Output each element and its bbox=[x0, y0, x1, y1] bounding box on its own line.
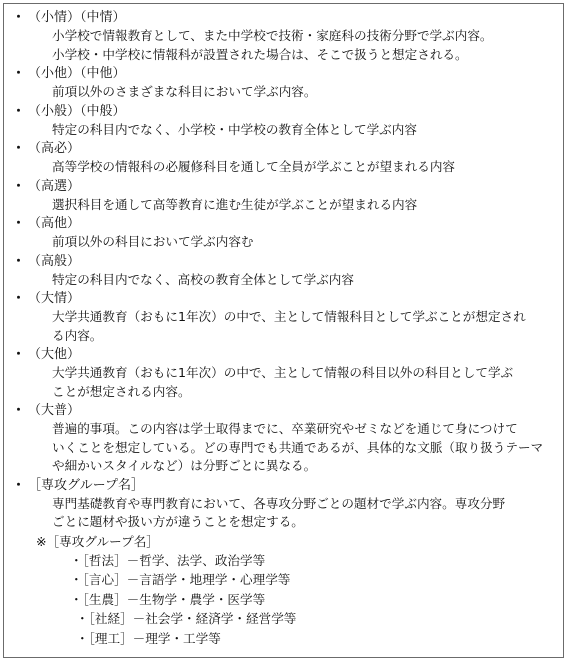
list-item bbox=[12, 214, 562, 252]
item-label: （高必） bbox=[28, 141, 81, 156]
item-label: （高他） bbox=[28, 216, 81, 231]
list-item bbox=[12, 345, 562, 401]
item-label: （小他）（中他） bbox=[28, 66, 126, 81]
bullet: ・ bbox=[12, 103, 26, 119]
item-label: （高般） bbox=[28, 253, 81, 269]
bullet: ・ bbox=[12, 66, 26, 81]
item-description: 前項以外の科目において学ぶ内容む bbox=[52, 234, 254, 249]
list-item bbox=[12, 401, 562, 476]
bullet: ・ bbox=[12, 141, 26, 156]
item-label: （小般）（中般） bbox=[28, 103, 126, 119]
group-item: ・［理工］－理学・工学等 bbox=[76, 630, 221, 646]
item-label: （高選） bbox=[28, 178, 81, 194]
item-description: 選択科目を通して高等教育に進む生徒が学ぶことが望まれる内容 bbox=[52, 196, 418, 212]
item-description: 専門基礎教育や専門教育において、各専攻分野ごとの題材で学ぶ内容。専攻分野 bbox=[52, 495, 506, 511]
bullet: ・ bbox=[12, 216, 26, 231]
item-label: ［専攻グループ名］ bbox=[28, 477, 144, 493]
bullet: ・ bbox=[12, 347, 26, 362]
item-description: 大学共通教育（おもに1年次）の中で、主として情報の科目以外の科目として学ぶ bbox=[52, 365, 514, 380]
item-description: や細かいスタイルなど）は分野ごとに異なる。 bbox=[52, 458, 317, 473]
list-item bbox=[12, 252, 562, 290]
item-description: 小学校・中学校に情報科が設置された場合は、そこで扱うと想定される。 bbox=[52, 46, 468, 62]
bullet: ・ bbox=[12, 10, 26, 25]
item-description: ことが想定される内容。 bbox=[52, 383, 191, 399]
list-item bbox=[12, 139, 562, 177]
item-description: いくことを想定している。どの専門でも共通であるが、具体的な文脈（取り扱うテーマ bbox=[52, 439, 544, 455]
item-label: （大普） bbox=[28, 403, 81, 418]
item-label: （小情）（中情） bbox=[28, 10, 126, 25]
item-description: 小学校で情報教育として、また中学校で技術・家庭科の技術分野で学ぶ内容。 bbox=[52, 28, 493, 43]
item-description: 大学共通教育（おもに1年次）の中で、主として情報科目として学ぶことが想定され bbox=[52, 309, 526, 324]
item-description: る内容。 bbox=[52, 327, 103, 343]
bullet: ・ bbox=[12, 403, 26, 418]
list-item bbox=[12, 8, 562, 64]
note-title: ※［専攻グループ名］ bbox=[36, 533, 159, 549]
bullet: ・ bbox=[12, 477, 26, 493]
bullet: ・ bbox=[12, 291, 26, 306]
item-description: 高等学校の情報科の必履修科目を通して全員が学ぶことが望まれる内容 bbox=[52, 159, 455, 174]
group-item: ・［社経］－社会学・経済学・経営学等 bbox=[76, 611, 297, 626]
list-item bbox=[12, 102, 562, 140]
bullet: ・ bbox=[12, 253, 26, 269]
item-label: （大情） bbox=[28, 291, 81, 306]
group-list bbox=[36, 551, 562, 649]
item-description: 普遍的事項。この内容は学士取得までに、卒業研究やゼミなどを通じて身につけて bbox=[52, 421, 518, 436]
group-note bbox=[36, 532, 562, 649]
bullet: ・ bbox=[12, 178, 26, 194]
group-item: ・［生農］－生物学・農学・医学等 bbox=[70, 591, 266, 607]
item-description: 前項以外のさまざまな科目において学ぶ内容。 bbox=[52, 84, 317, 99]
item-description: 特定の科目内でなく、小学校・中学校の教育全体として学ぶ内容 bbox=[52, 121, 417, 137]
list-item bbox=[12, 476, 562, 532]
list-item bbox=[12, 64, 562, 102]
group-item: ・［言心］－言語学・地理学・心理学等 bbox=[70, 572, 291, 587]
item-label: （大他） bbox=[28, 347, 81, 362]
content-body bbox=[12, 8, 562, 648]
item-description: 特定の科目内でなく、高校の教育全体として学ぶ内容 bbox=[52, 271, 354, 287]
list-item bbox=[12, 177, 562, 215]
group-item: ・［哲法］－哲学、法学、政治学等 bbox=[70, 552, 266, 568]
item-description: ごとに題材や扱い方が違うことを想定する。 bbox=[52, 514, 304, 529]
document-frame bbox=[3, 3, 564, 658]
list-item bbox=[12, 289, 562, 345]
